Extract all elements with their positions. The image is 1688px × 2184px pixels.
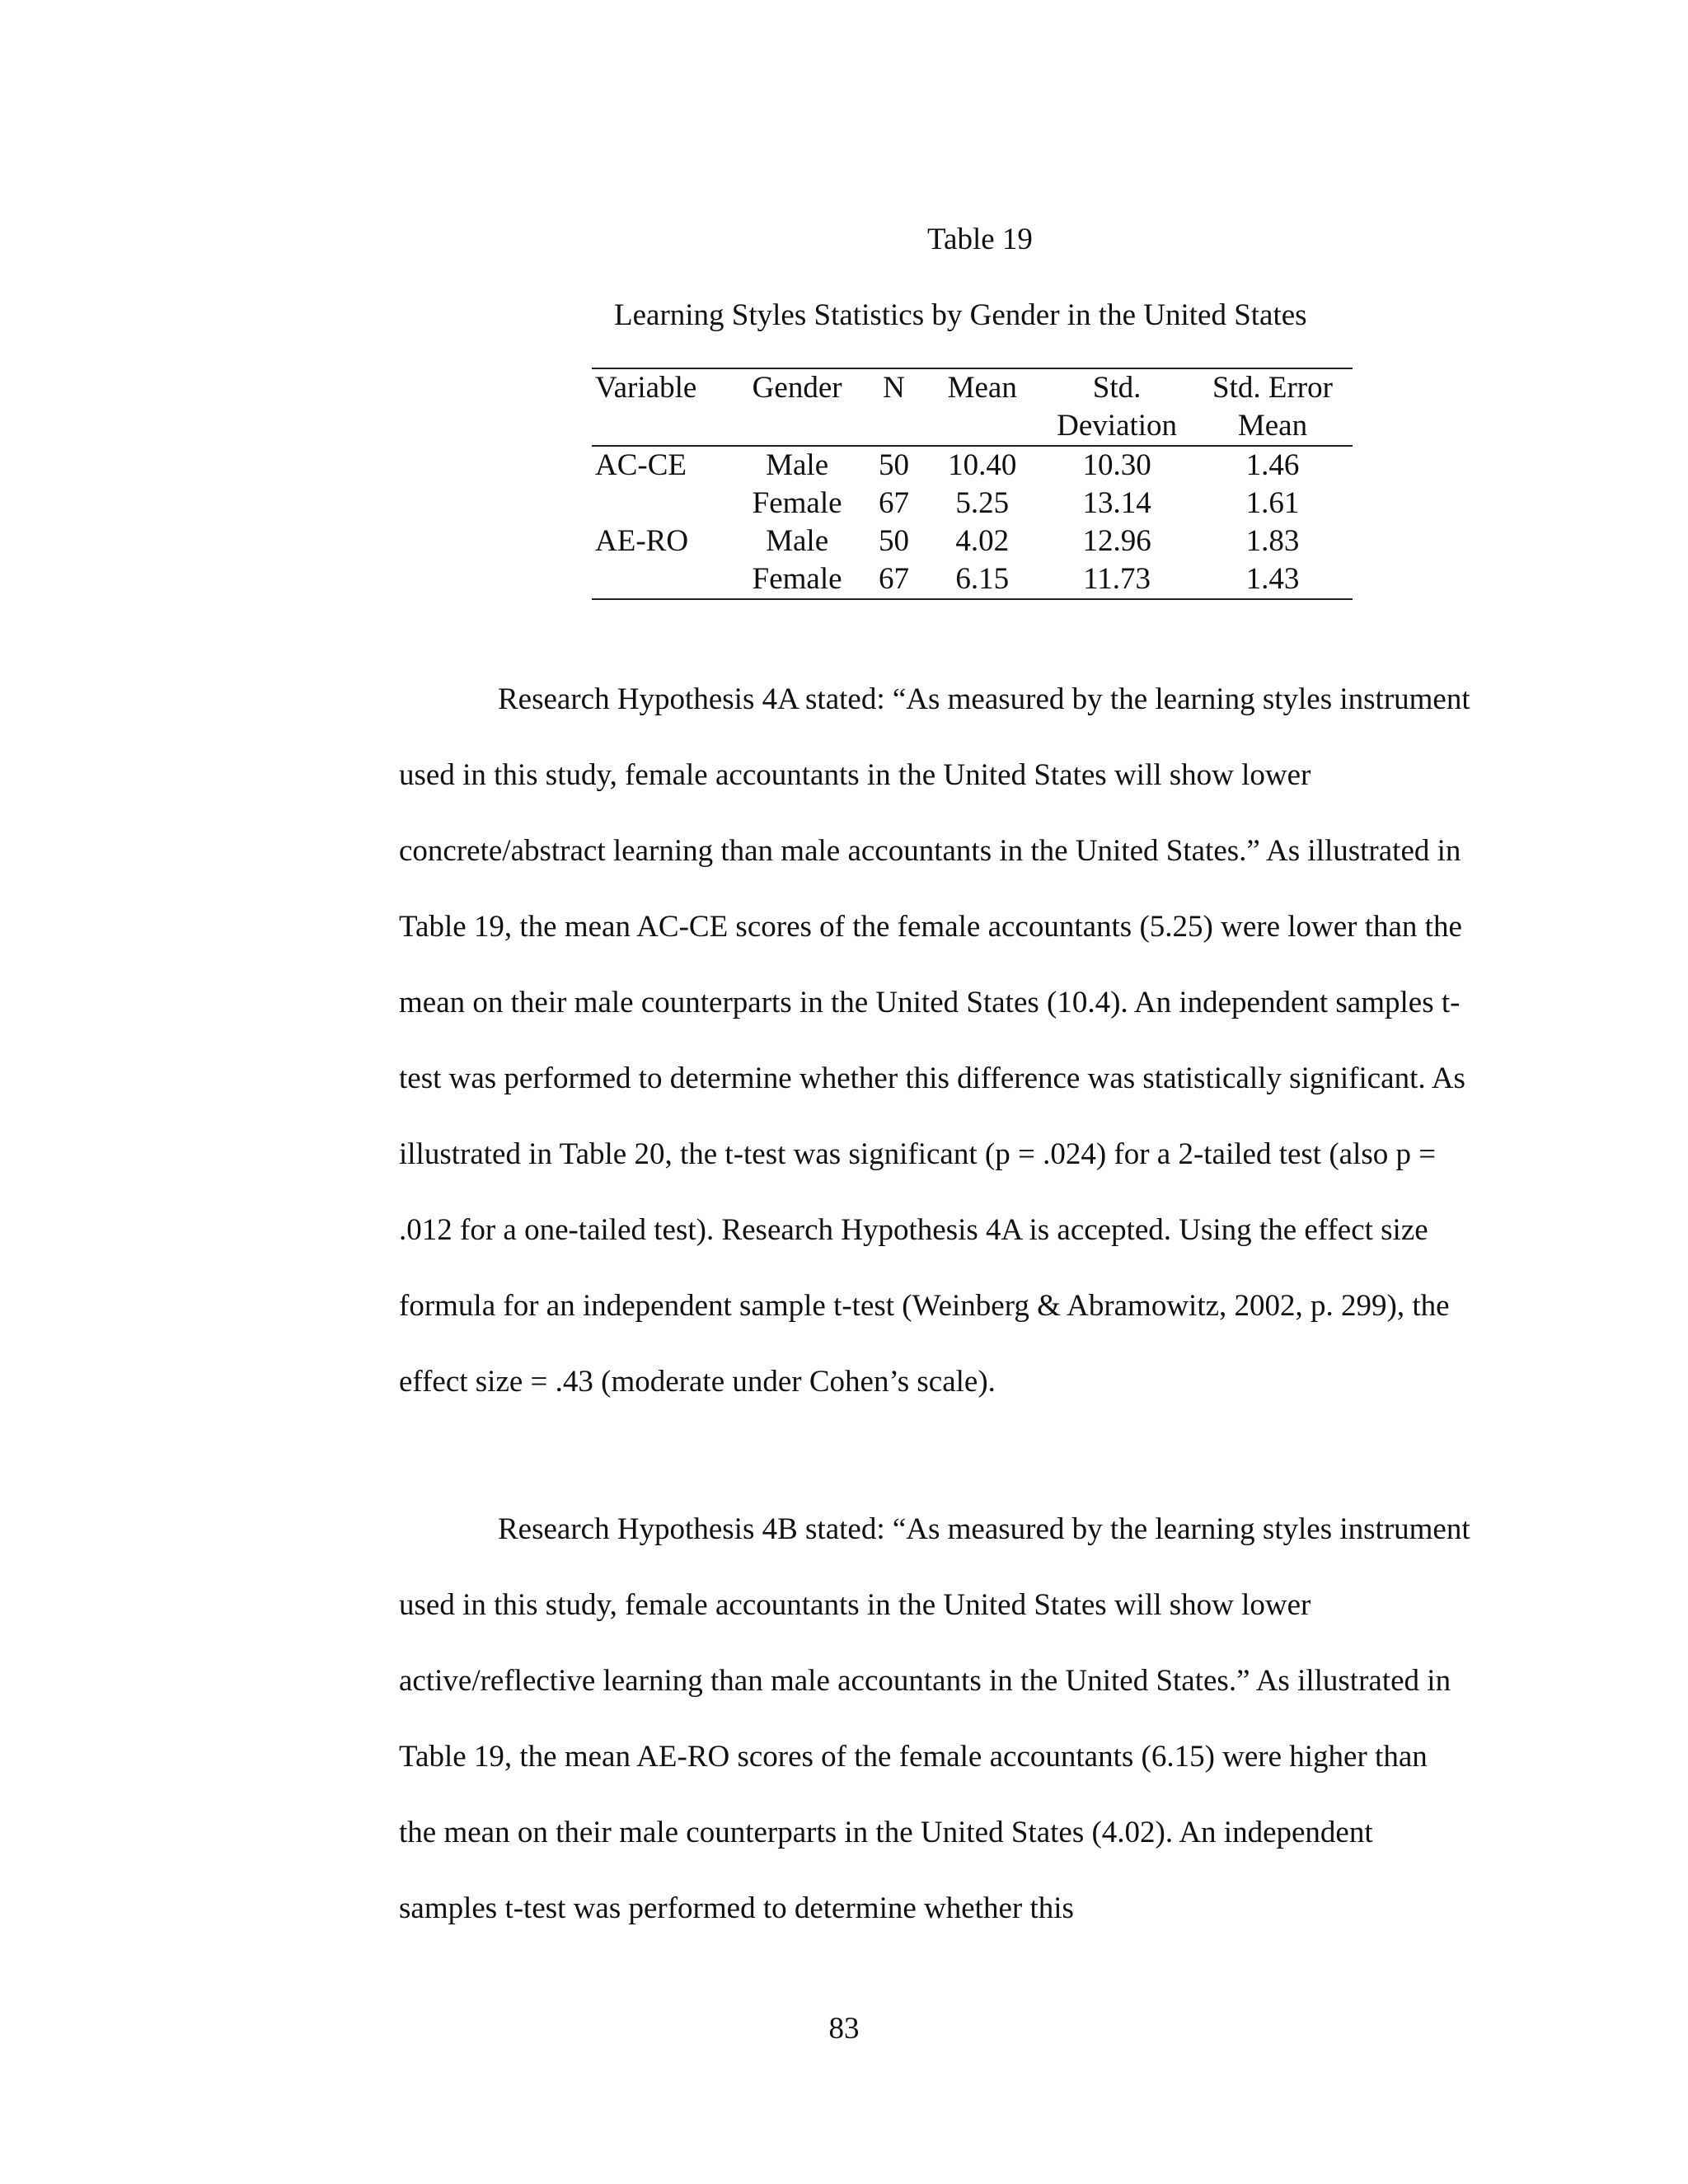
cell-n: 67 bbox=[879, 486, 910, 520]
table-number: Table 19 bbox=[927, 223, 1033, 256]
cell-gender: Female bbox=[752, 562, 842, 596]
cell-gender: Male bbox=[766, 524, 829, 558]
header-mean: Mean bbox=[947, 371, 1017, 405]
cell-mean: 5.25 bbox=[955, 486, 1010, 520]
header-std-deviation-line1: Std. bbox=[1092, 371, 1142, 405]
cell-std-error: 1.83 bbox=[1245, 524, 1300, 558]
header-std-deviation-line2: Deviation bbox=[1041, 407, 1193, 446]
paragraph-text: Research Hypothesis 4A stated: “As measured by the learning styles instrument used in this study, female accountants in the United States will show lower concrete/abstract learning than male accountants in the United States.” As illustrated in Table 19, the mean AC-CE scores of the female accountants (5.25) were lower than the mean on their male counterparts in the United States (10.4). An independent samples t-test was performed to determine whether this difference was statistically significant. As illustrated in Table 20, the t-test was significant (p = .024) for a 2-tailed test (also p = .012 for a one-tailed test). Research Hypothesis 4A is accepted. Using the effect size formula for an independent sample t-test (Weinberg & Abramowitz, 2002, p. 299), the effect size = .43 (moderate under Cohen’s scale). bbox=[399, 682, 1470, 1399]
cell-mean: 4.02 bbox=[955, 524, 1010, 558]
cell-variable bbox=[592, 560, 729, 599]
cell-gender: Female bbox=[752, 486, 842, 520]
table-row bbox=[592, 523, 1353, 560]
page-number: 83 bbox=[828, 2012, 860, 2046]
cell-n: 50 bbox=[879, 448, 910, 482]
header-gender: Gender bbox=[752, 371, 842, 405]
header-variable: Variable bbox=[595, 371, 697, 405]
cell-mean: 10.40 bbox=[948, 448, 1017, 482]
cell-std-deviation: 11.73 bbox=[1083, 562, 1151, 596]
cell-variable bbox=[592, 485, 729, 523]
statistics-table bbox=[592, 368, 1353, 600]
cell-std-error: 1.43 bbox=[1245, 562, 1300, 596]
cell-std-error: 1.61 bbox=[1245, 486, 1300, 520]
cell-std-deviation: 12.96 bbox=[1082, 524, 1151, 558]
cell-mean: 6.15 bbox=[955, 562, 1010, 596]
cell-variable: AC-CE bbox=[595, 448, 687, 482]
paragraph-hypothesis-4b bbox=[399, 1492, 1470, 1947]
header-std-error-line2: Mean bbox=[1193, 407, 1353, 446]
paragraph-text: Research Hypothesis 4B stated: “As measured by the learning styles instrument used in this study, female accountants in the United States will show lower active/reflective learning than male accountants in the United States.” As illustrated in Table 19, the mean AE-RO scores of the female accountants (6.15) were higher than the mean on their male counterparts in the United States (4.02). An independent samples t-test was performed to determine whether this bbox=[399, 1512, 1470, 1925]
cell-n: 50 bbox=[879, 524, 910, 558]
table-row bbox=[592, 560, 1353, 599]
header-n: N bbox=[883, 371, 905, 405]
table-header-row bbox=[592, 368, 1353, 407]
cell-gender: Male bbox=[766, 448, 829, 482]
cell-std-deviation: 13.14 bbox=[1082, 486, 1151, 520]
cell-std-deviation: 10.30 bbox=[1082, 448, 1151, 482]
paragraph-hypothesis-4a bbox=[399, 662, 1470, 1420]
table-header-row bbox=[592, 407, 1353, 446]
table-row bbox=[592, 485, 1353, 523]
table-title: Learning Styles Statistics by Gender in the United States bbox=[614, 298, 1307, 332]
table-row bbox=[592, 446, 1353, 485]
cell-std-error: 1.46 bbox=[1245, 448, 1300, 482]
cell-n: 67 bbox=[879, 562, 910, 596]
cell-variable: AE-RO bbox=[595, 524, 689, 558]
header-std-error-line1: Std. Error bbox=[1212, 371, 1333, 405]
